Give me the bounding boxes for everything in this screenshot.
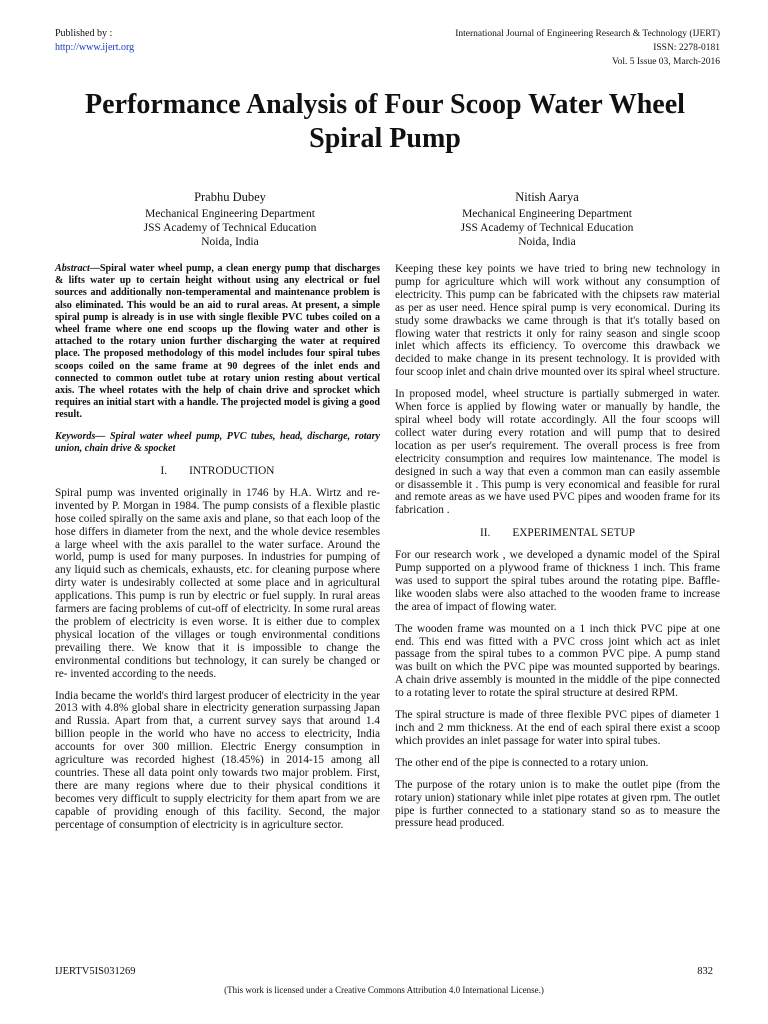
section-heading-experimental-setup — [395, 527, 720, 540]
paragraph: The wooden frame was mounted on a 1 inch thick PVC pipe at one end. This end was fitted with a PVC cross joint which act as inlet passage from the spiral tubes to a common PVC pipe. A pump stand was built on which the PVC pipe was mounted supported by bearings. A chain drive assembly is mounted in the middle of the pipe connected to a rotating lever to rotate the spiral structure at desired RPM. — [395, 622, 720, 700]
section-heading-introduction — [55, 465, 380, 478]
author-location: Noida, India — [518, 236, 576, 248]
left-column — [55, 263, 380, 841]
issn: ISSN: 2278-0181 — [653, 43, 720, 53]
abstract-label: Abstract — [55, 263, 90, 274]
section-title: EXPERIMENTAL SETUP — [512, 527, 635, 540]
journal-url-link[interactable]: http://www.ijert.org — [55, 42, 135, 53]
paragraph: In proposed model, wheel structure is partially submerged in water. When force is applied by flowing water or manually by handle, the spiral wheel body will rotate accordingly. All the four scoops will collect water during every rotation and will pump that to desired location as per user's requirement. The overall process is free from electricity consumption and requires low maintenance. The model is designed in such a way that even a common man can easily assemble or disassemble it . This pump is very economical and feasible for rural and remote areas as we have used PVC pipes and wooden frame for its fabrication . — [395, 388, 720, 517]
section-title: INTRODUCTION — [189, 465, 275, 478]
paragraph: Keeping these key points we have tried to bring new technology in pump for agriculture which will work without any consumption of electricity. This pump can be fabricated with the chipsets raw material as per as user need. Hence spiral pump is very economical. During its study some drawbacks we came through is that it's totally based on flowing water that restricts it only for rainy season and single scoop inlet which affects its efficiency. To overcome this drawback we decided to make change in its present technology. It is provided with four scoop inlet and chain drive mounted over its spiral wheel structure. — [395, 263, 721, 379]
published-by-label: Published by : — [55, 28, 113, 39]
right-column — [395, 263, 720, 839]
author-department: Mechanical Engineering Department — [462, 208, 632, 220]
author-block-1 — [80, 190, 380, 249]
paragraph: India became the world's third largest producer of electricity in the year 2013 with 4.8% global share in electricity generation surpassing Japan and Russia. Apart from that, a current survey says that around 1.4 billion people in the world who have no access to electricity, India accounts for over 300 million. Electric Energy consumption in agriculture was recorded highest (18.45%) in 2014-15 among all countries. These all data point only towards two major problem. First, there are many regions where due to their physical conditions it becomes very difficult to supply electricity for them apart from we are capable of providing enough of this facility. Second, the major percentage of consumption of electricity is in agriculture sector. — [55, 689, 380, 831]
journal-name: International Journal of Engineering Research & Technology (IJERT) — [455, 29, 720, 39]
paragraph: The other end of the pipe is connected to a rotary union. — [395, 756, 649, 769]
paragraph: For our research work , we developed a dynamic model of the Spiral Pump supported on a plywood frame of thickness 1 inch. This frame was used to support the spiral tubes around the rotating pipe. Baffle- like wooden slabs were also attached to the wooden frame to increase the area of impact of flowing water. — [395, 549, 720, 613]
abstract — [55, 263, 380, 422]
author-block-2 — [397, 190, 697, 249]
paragraph: The spiral structure is made of three flexible PVC pipes of diameter 1 inch and 2 mm thickness. At the end of each spiral there exist a scoop which provides an inlet passage for water into spiral tubes. — [395, 709, 720, 747]
paragraph: The purpose of the rotary union is to make the outlet pipe (from the rotary union) stationary while inlet pipe rotates at given rpm. The outlet pipe is further connected to a stationary stand so as to measure the pressure head produced. — [395, 778, 720, 830]
paper-title: Performance Analysis of Four Scoop Water Wheel Spiral Pump — [85, 89, 685, 154]
keywords: Keywords— Spiral water wheel pump, PVC tubes, head, discharge, rotary union, chain drive & spocket — [55, 430, 380, 454]
section-number: I. — [160, 465, 168, 478]
page-number: 832 — [697, 966, 713, 977]
section-number: II. — [480, 527, 491, 540]
journal-info-block — [455, 27, 720, 69]
author-institution: JSS Academy of Technical Education — [460, 222, 634, 234]
paragraph: Spiral pump was invented originally in 1746 by H.A. Wirtz and re-invented by P. Morgan in 1984. The pump consists of a flexible plastic hose coiled spirally on the same axis and plane, so that each loop of the hose differs in diameter from the next, and the whole device resembles a large wheel with the axis parallel to the water surface. Around the world, pump is used for many purposes. In industries for pumping of any liquid such as chemicals, exhausts, etc. for cleaning purpose where dirty water is undesirably collected at some place and in agricultural applications. This pump is run by electric or fuel supply. In rural areas farmers are facing problems of cut-off of electricity. In some rural areas the problem of electricity is even worse. It is either due to complex physical location of the villages or tough environmental conditions prevailing there. We know that it is impossible to change the environmental conditions but technology, it can surely be changed or re- invented according to the needs. — [55, 486, 380, 680]
author-institution: JSS Academy of Technical Education — [143, 222, 317, 234]
author-name: Prabhu Dubey — [194, 190, 266, 204]
author-location: Noida, India — [201, 236, 259, 248]
abstract-text: —Spiral water wheel pump, a clean energy pump that discharges & lifts water up to certain height without using any electrical or fuel sources and additionally non-temperamental and maintenance problem is also eliminated. This would be an aid to rural areas. At present, a simple spiral pump is already is in use with single flexible PVC tubes coiled on a wheel frame where one end scoops up the flowing water and other is attached to the rotary union further discharging the water at required place. The proposed methodology of this model includes four spiral tubes scoops coiled on the same frame at 90 degrees of the inlet ends and connected to common outlet tube at rotary union resting about vertical axis. The wheel rotates with the help of chain drive and sprocket which requires an initial start with a handle. The projected model is giving a good result. — [55, 263, 380, 421]
author-name: Nitish Aarya — [515, 190, 579, 204]
license-notice: (This work is licensed under a Creative Commons Attribution 4.0 International License.) — [224, 985, 544, 995]
volume-issue: Vol. 5 Issue 03, March-2016 — [611, 57, 720, 67]
paper-id: IJERTV5IS031269 — [55, 966, 136, 977]
publisher-block — [55, 27, 134, 55]
author-department: Mechanical Engineering Department — [145, 208, 315, 220]
